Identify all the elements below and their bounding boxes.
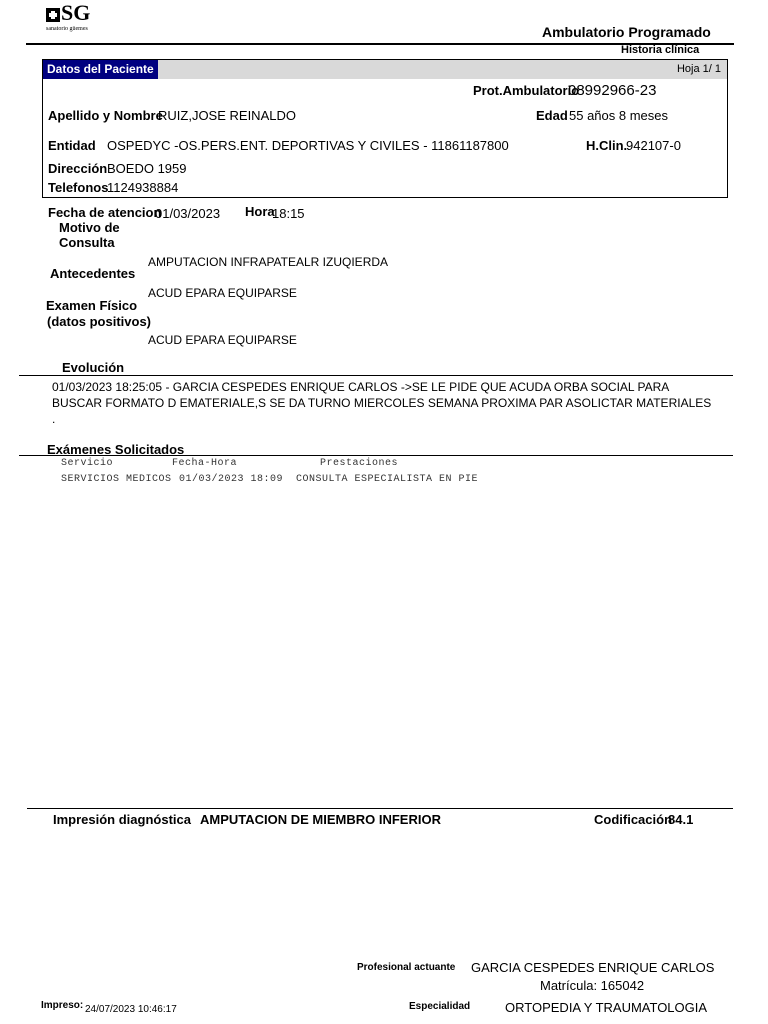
sanatorio-logo (46, 0, 106, 36)
exams-header-datetime: Fecha-Hora (172, 458, 238, 469)
reason-label-line2: Consulta (59, 235, 115, 250)
diagnosis-label: Impresión diagnóstica (53, 812, 191, 827)
age-label: Edad (536, 108, 568, 123)
evolution-label: Evolución (62, 360, 125, 375)
code-value: 84.1 (668, 812, 694, 827)
professional-label: Profesional actuante (357, 962, 456, 973)
document-title: Ambulatorio Programado (542, 24, 711, 40)
entity-label: Entidad (48, 138, 96, 153)
exam-datetime: 01/03/2023 18:09 (179, 474, 284, 485)
date-value: 01/03/2023 (155, 206, 221, 221)
exam-service: SERVICIOS MEDICOS (61, 474, 172, 485)
history-label: Antecedentes (50, 266, 136, 281)
evolution-divider (19, 375, 733, 376)
prot-label: Prot.Ambulatorio (473, 83, 580, 98)
panel-title: Datos del Paciente (43, 60, 158, 79)
name-value: RUIZ,JOSE REINALDO (158, 108, 296, 123)
logo-subtext: sanatorio güemes (46, 26, 88, 32)
logo-text: SG (61, 0, 91, 25)
age-value: 55 años 8 meses (569, 108, 669, 123)
professional-value: GARCIA CESPEDES ENRIQUE CARLOS (471, 960, 715, 975)
page-value: 1/ 1 (702, 63, 721, 75)
page-label: Hoja (676, 63, 700, 75)
reason-value: AMPUTACION INFRAPATEALR IZUQIERDA (148, 255, 389, 269)
exams-label: Exámenes Solicitados (47, 442, 185, 457)
address-value: BOEDO 1959 (107, 161, 187, 176)
evolution-line-3: . (52, 412, 56, 426)
specialty-label: Especialidad (409, 1001, 471, 1012)
diagnosis-divider (27, 808, 733, 809)
exams-divider (19, 455, 733, 456)
diagnosis-value: AMPUTACION DE MIEMBRO INFERIOR (200, 812, 441, 827)
history-value: ACUD EPARA EQUIPARSE (148, 286, 297, 300)
exams-header-services: Prestaciones (320, 458, 399, 469)
phone-value: 1124938884 (107, 180, 179, 195)
exam-label-line2: (datos positivos) (47, 314, 152, 329)
prot-value: 08992966-23 (568, 82, 657, 99)
evolution-line-2: BUSCAR FORMATO D EMATERIALE,S SE DA TURNO MIERCOLES SEMANA PROXIMA PAR ASOLICTAR MATERIALES (52, 396, 712, 410)
code-label: Codificación (594, 812, 673, 827)
date-label: Fecha de atencion (48, 205, 162, 220)
hclin-label: H.Clin. (586, 138, 628, 153)
exams-header-service: Servicio (61, 458, 114, 469)
exam-value: ACUD EPARA EQUIPARSE (148, 333, 297, 347)
evolution-line-1: 01/03/2023 18:25:05 - GARCIA CESPEDES ENRIQUE CARLOS ->SE LE PIDE QUE ACUDA ORBA SOCIAL PARA (52, 380, 670, 394)
exam-label-line1: Examen Físico (46, 298, 138, 313)
hclin-value: 942107-0 (626, 138, 681, 153)
specialty-value: ORTOPEDIA Y TRAUMATOLOGIA (505, 1000, 708, 1015)
exam-service-detail: CONSULTA ESPECIALISTA EN PIE (296, 474, 479, 485)
patient-data-panel (42, 59, 728, 198)
address-label: Dirección (48, 161, 108, 176)
professional-license: Matrícula: 165042 (540, 978, 645, 993)
reason-label-line1: Motivo de (59, 220, 120, 235)
document-subtitle: Historia clínica (621, 44, 700, 56)
entity-value: OSPEDYC -OS.PERS.ENT. DEPORTIVAS Y CIVILES - 11861187800 (107, 138, 509, 153)
name-label: Apellido y Nombre (48, 108, 163, 123)
hour-label: Hora (245, 204, 275, 219)
hour-value: 18:15 (272, 206, 305, 221)
printed-value: 24/07/2023 10:46:17 (85, 1004, 177, 1015)
printed-label: Impreso: (41, 1000, 84, 1011)
page-indicator (677, 63, 721, 75)
phone-label: Telefonos (48, 180, 109, 195)
